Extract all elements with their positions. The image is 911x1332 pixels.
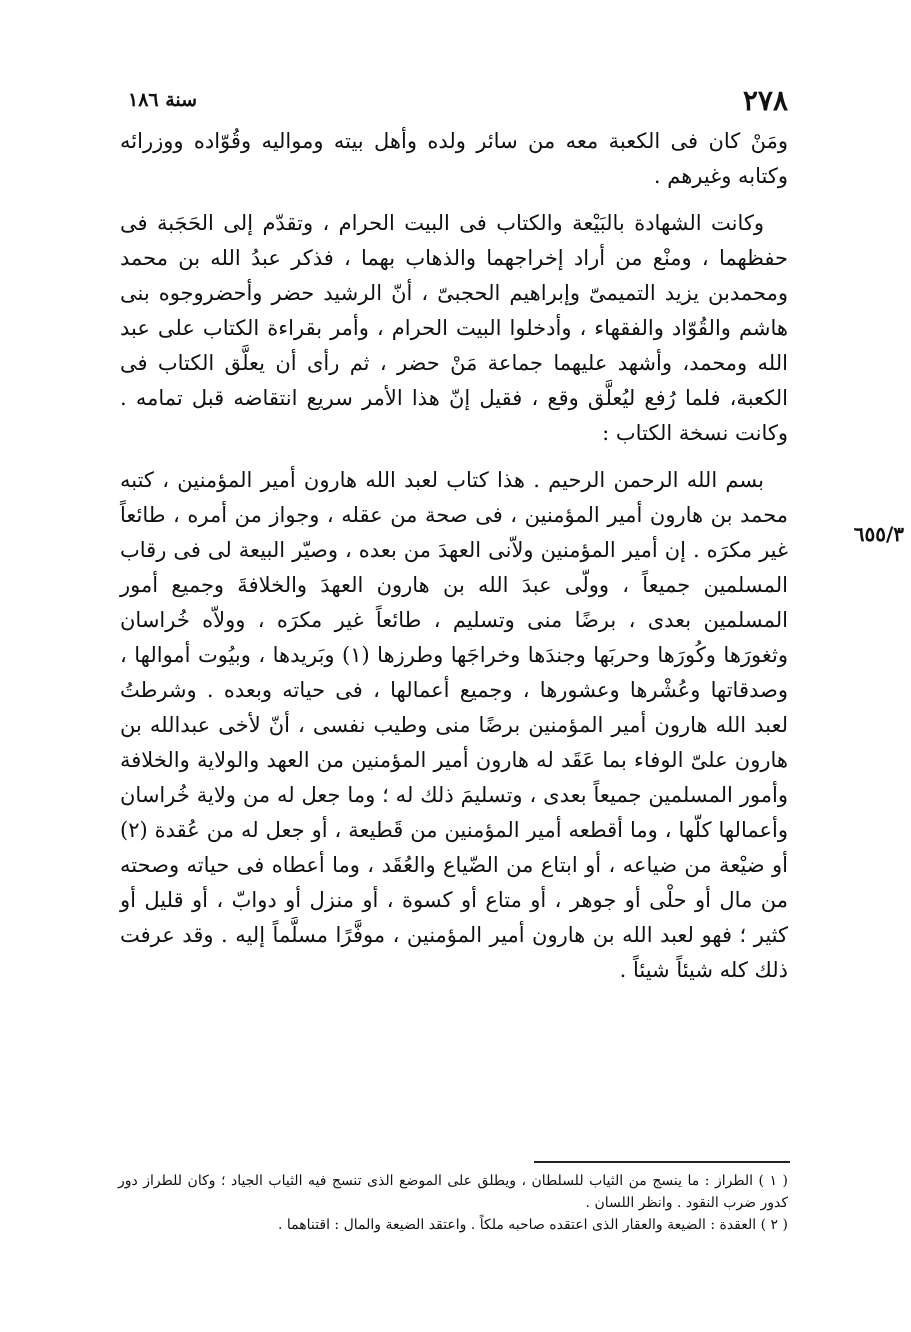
margin-reference: ٦٥٥/٣ (853, 522, 904, 546)
page-header (128, 80, 788, 120)
footnotes (118, 1170, 788, 1236)
footnote-1: ( ١ ) الطراز : ما ينسج من الثياب للسلطان ، ويطلق على الموضع الذى تنسج فيه الثياب الجياد ؛ وكان للطراز دور كدور ضرب النقود . وانظر اللسان . (118, 1173, 788, 1211)
year-label: سنة ١٨٦ (128, 89, 198, 111)
paragraph-2: وكانت الشهادة بالبَيْعة والكتاب فى البيت الحرام ، وتقدّم إلى الحَجَبة فى حفظهما ، ومنْع من أراد إخراجهما والذهاب بهما ، فذكر عبدُ الله بن محمد ومحمدبن يزيد التميمىّ وإبراهيم الحجبىّ ، أنّ الرشيد حضر وأحضروجوه بنى هاشم والقُوّاد والفقهاء ، وأدخلوا البيت الحرام ، وأمر بقراءة الكتاب على عبد الله ومحمد، وأشهد عليهما جماعة مَنْ حضر ، ثم رأى أن يعلَّق الكتاب فى الكعبة، فلما رُفع ليُعلَّق وقع ، فقيل إنّ هذا الأمر سريع انتقاضه قبل تمامه . وكانت نسخة الكتاب : (120, 211, 788, 445)
footnote-2: ( ٢ ) العقدة : الضيعة والعقار الذى اعتقده صاحبه ملكاً . واعتقد الضيعة والمال : اقتناهما . (278, 1217, 788, 1233)
paragraph-3: بسم الله الرحمن الرحيم . هذا كتاب لعبد الله هارون أمير المؤمنين ، كتبه محمد بن هارون أمير المؤمنين ، فى صحة من عقله ، وجواز من أمره ، طائعاً غير مكرَه . إن أمير المؤمنين ولاّنى العهدَ من بعده ، وصيّر البيعة لى فى رقاب المسلمين جميعاً ، وولّى عبدَ الله بن هارون العهدَ والخلافةَ وجميع أمور المسلمين بعدى ، برضًا منى وتسليم ، طائعاً غير مكرَه ، وولاّه خُراسان وثغورَها وكُورَها وحربَها وجندَها وخراجَها وطرزها (١) وبَريدها ، وبيُوت أموالها ، وصدقاتها وعُشْرها وعشورها ، وجميع أعمالها ، فى حياته وبعده . وشرطتُ لعبد الله هارون أمير المؤمنين برضًا منى وطيب نفسى ، أنّ لأخى عبدالله بن هارون علىّ الوفاء بما عَقَد له هارون أمير المؤمنين من العهد والولاية والخلافة وأمور المسلمين جميعاً بعدى ، وتسليمَ ذلك له ؛ وما جعل له من ولاية خُراسان وأعمالها كلّها ، وما أقطعه أمير المؤمنين من قَطيعة ، أو جعل له من عُقدة (٢) أو ضيْعة من ضياعه ، أو ابتاع من الضّياع والعُقَد ، وما أعطاه فى حياته وصحته من مال أو حلْى أو جوهر ، أو متاع أو كسوة ، أو منزل أو دوابّ ، أو قليل أو كثير ؛ فهو لعبد الله بن هارون أمير المؤمنين ، موفَّرًا مسلَّماً إليه . وقد عرفت ذلك كله شيئاً شيئاً . (120, 468, 788, 982)
page-number: ٢٧٨ (742, 83, 788, 117)
main-text (120, 124, 788, 1000)
footnote-divider (534, 1161, 790, 1163)
paragraph-1: ومَنْ كان فى الكعبة معه من سائر ولده وأهل بيته ومواليه وقُوّاده ووزرائه وكتابه وغيرهم . (120, 129, 788, 188)
